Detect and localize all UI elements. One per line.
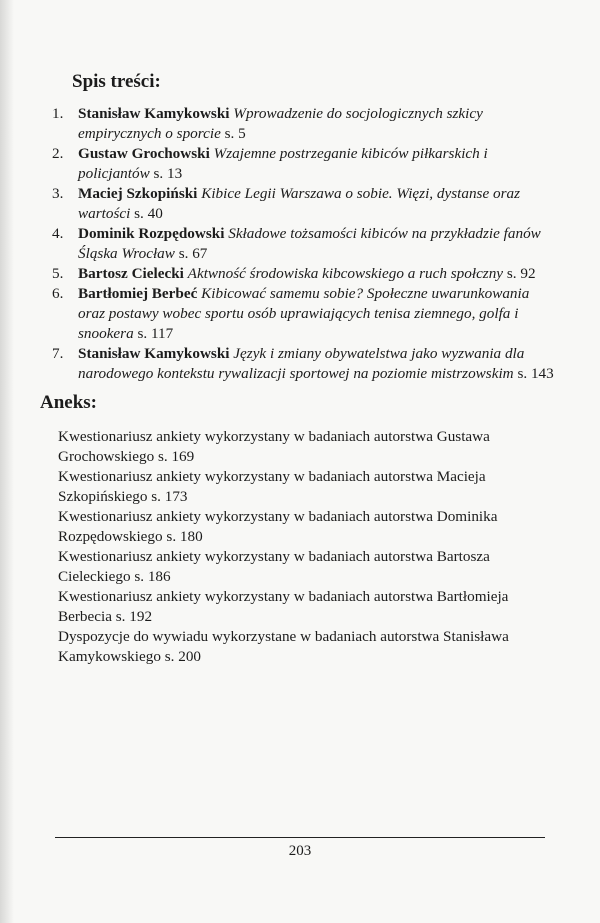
entry-number: 6. [52, 285, 64, 302]
entry-page: s. 143 [513, 365, 554, 382]
page-number: 203 [288, 843, 312, 859]
entry-number: 1. [52, 105, 64, 122]
entry-page: s. 92 [503, 265, 536, 282]
appendix-entry: Kwestionariusz ankiety wykorzystany w badaniach autorstwa Bartosza Cieleckiego s. 186 [58, 548, 490, 585]
entry-title: Wzajemne postrzeganie kibiców piłkarskich i policjantów [78, 145, 488, 182]
entry-page: s. 5 [220, 125, 246, 142]
toc-heading: Spis treści: [72, 71, 161, 92]
entry-author: Stanisław Kamykowski [78, 105, 230, 122]
scan-edge-shadow [0, 0, 14, 923]
entry-page: s. 13 [149, 165, 183, 182]
toc-entry [52, 224, 572, 264]
appendix-entry: Kwestionariusz ankiety wykorzystany w badaniach autorstwa Macieja Szkopińskiego s. 173 [58, 468, 486, 505]
entry-title: Składowe tożsamości kibiców na przykładzie fanów Śląska Wrocław [78, 225, 541, 262]
appendix-entry: Kwestionariusz ankiety wykorzystany w badaniach autorstwa Gustawa Grochowskiego s. 169 [58, 428, 490, 465]
entry-author: Stanisław Kamykowski [78, 345, 230, 362]
toc-entry [52, 144, 572, 184]
entry-number: 7. [52, 345, 64, 362]
entry-page: s. 67 [174, 245, 208, 262]
toc-entry [52, 264, 572, 284]
toc-entry [52, 344, 572, 384]
entry-author: Maciej Szkopiński [78, 185, 198, 202]
toc-list [52, 104, 572, 384]
entry-title: Kibice Legii Warszawa o sobie. Więzi, dystanse oraz wartości [78, 185, 521, 222]
appendix-entry: Kwestionariusz ankiety wykorzystany w badaniach autorstwa Bartłomieja Berbecia s. 192 [58, 588, 509, 625]
toc-entry [52, 104, 572, 144]
footer-rule [55, 837, 545, 838]
toc-entry [52, 284, 572, 344]
toc-entry [52, 184, 572, 224]
entry-page: s. 117 [133, 325, 174, 342]
appendix-entry: Kwestionariusz ankiety wykorzystany w badaniach autorstwa Dominika Rozpędowskiego s. 180 [58, 508, 498, 545]
entry-number: 3. [52, 185, 64, 202]
entry-author: Bartłomiej Berbeć [78, 285, 198, 302]
entry-author: Dominik Rozpędowski [78, 225, 225, 242]
entry-author: Gustaw Grochowski [78, 145, 210, 162]
entry-title: Aktwność środowiska kibcowskiego a ruch społczny [187, 265, 504, 282]
appendix-heading: Aneks: [40, 392, 98, 413]
entry-title: Wprowadzenie do socjologicznych szkicy empirycznych o sporcie [78, 105, 483, 142]
appendix-entry: Dyspozycje do wywiadu wykorzystane w badaniach autorstwa Stanisława Kamykowskiego s. 200 [58, 628, 509, 665]
entry-title: Kibicować samemu sobie? Społeczne uwarunkowania oraz postawy wobec sportu osób uprawiających tenisa ziemnego, golfa i snookera [78, 285, 530, 342]
entry-number: 5. [52, 265, 64, 282]
appendix-list [58, 427, 509, 667]
entry-number: 2. [52, 145, 64, 162]
entry-title: Język i zmiany obywatelstwa jako wyzwania dla narodowego kontekstu rywalizacji sportowej na poziomie mistrzowskim [78, 345, 525, 382]
entry-author: Bartosz Cielecki [78, 265, 184, 282]
entry-page: s. 40 [130, 205, 163, 222]
entry-number: 4. [52, 225, 64, 242]
